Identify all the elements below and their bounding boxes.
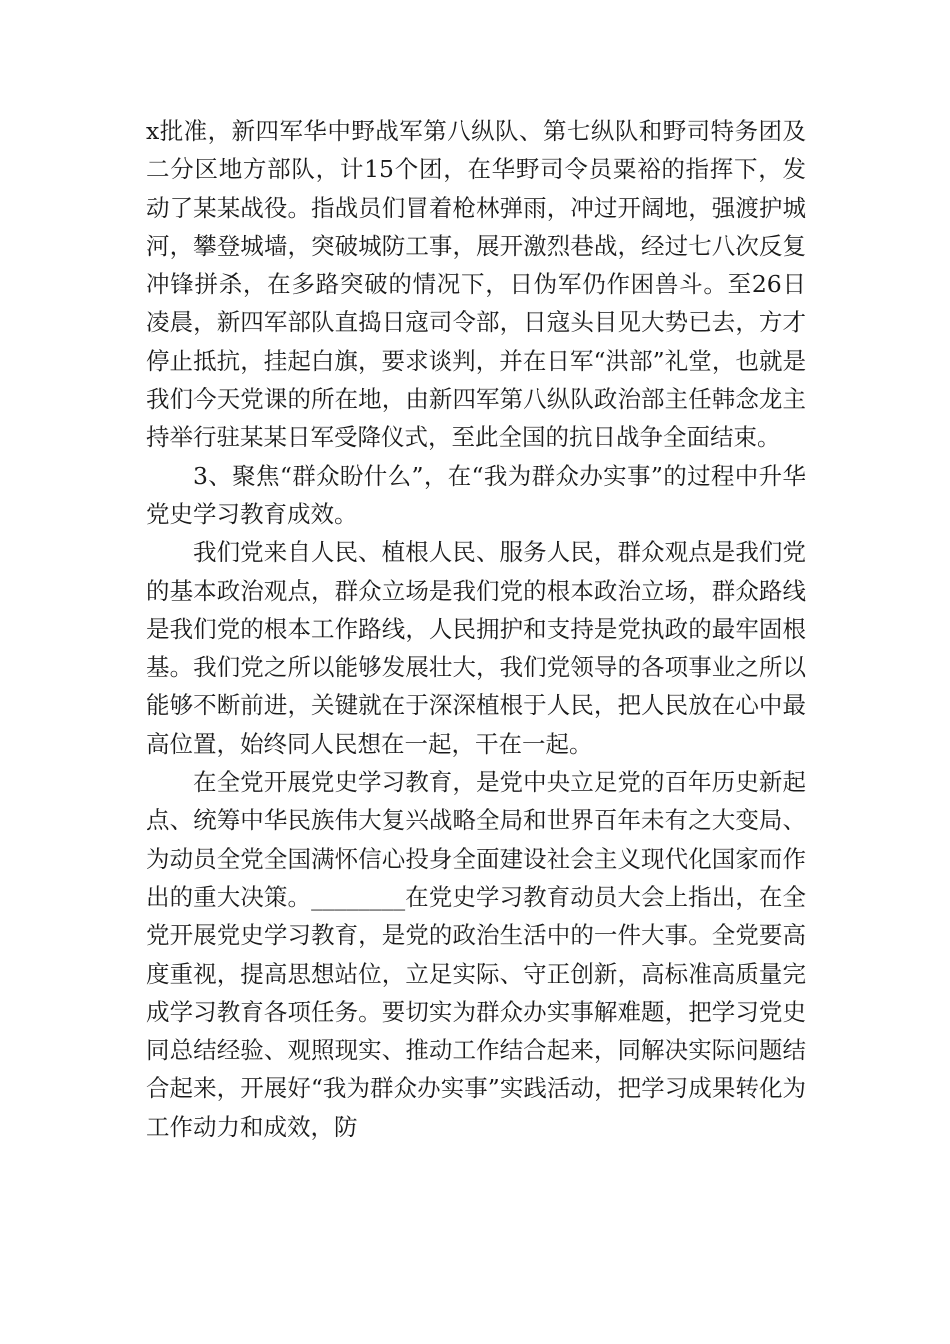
paragraph-battle-history: x批准，新四军华中野战军第八纵队、第七纵队和野司特务团及二分区地方部队，计15个团，在华野司令员粟裕的指挥下，发动了某某战役。指战员们冒着枪林弹雨，冲过开阔地，强渡护城河，攀登城墙，突破城防工事，展开激烈巷战，经过七八次反复冲锋拼杀，在多路突破的情况下，日伪军仍作困兽斗。至26日凌晨，新四军部队直捣日寇司令部，日寇头目见大势已去，方才停止抵抗，挂起白旗，要求谈判，并在日军“洪部”礼堂，也就是我们今天党课的所在地，由新四军第八纵队政治部主任韩念龙主持举行驻某某日军受降仪式，至此全国的抗日战争全面结束。 (146, 117, 806, 452)
paragraph-party-people: 我们党来自人民、植根人民、服务人民，群众观点是我们党的基本政治观点，群众立场是我们党的根本政治立场，群众路线是我们党的根本工作路线，人民拥护和支持是党执政的最牢固根基。我们党之所以能够发展壮大，我们党领导的各项事业之所以能够不断前进，关键就在于深深植根于人民，把人民放在心中最高位置，始终同人民想在一起，干在一起。 (146, 538, 806, 758)
paragraph-section-heading: 3、聚焦“群众盼什么”，在“我为群众办实事”的过程中升华党史学习教育成效。 (146, 461, 806, 528)
document-page (146, 0, 806, 1344)
paragraph-history-education: 在全党开展党史学习教育，是党中央立足党的百年历史新起点、统筹中华民族伟大复兴战略全局和世界百年未有之大变局、为动员全党全国满怀信心投身全面建设社会主义现代化国家而作出的重大决策。________在党史学习教育动员大会上指出，在全党开展党史学习教育，是党的政治生活中的一件大事。全党要高度重视，提高思想站位，立足实际、守正创新，高标准高质量完成学习教育各项任务。要切实为群众办实事解难题，把学习党史同总结经验、观照现实、推动工作结合起来，同解决实际问题结合起来，开展好“我为群众办实事”实践活动，把学习成果转化为工作动力和成效，防 (146, 768, 806, 1141)
